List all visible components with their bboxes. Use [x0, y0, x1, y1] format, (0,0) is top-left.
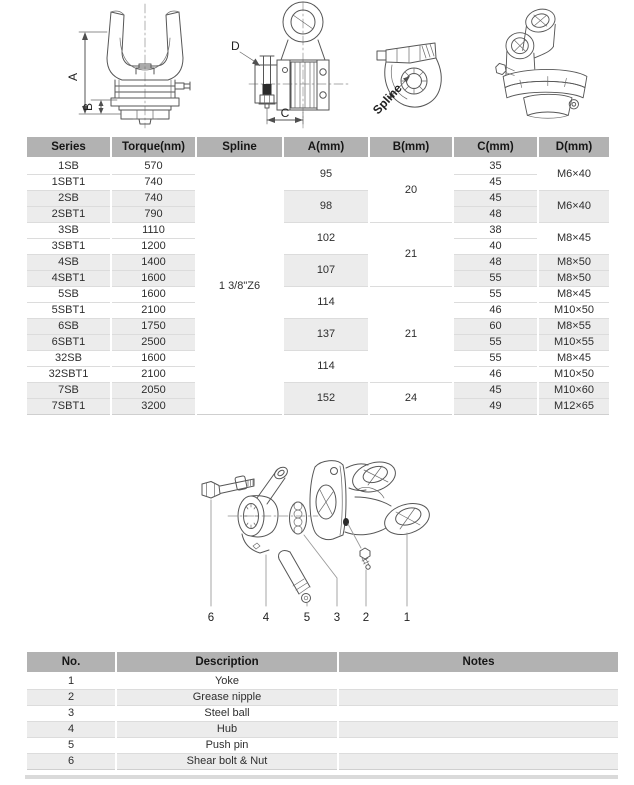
torque-cell: 740	[111, 191, 196, 207]
torque-cell: 1600	[111, 287, 196, 303]
parts-row	[26, 738, 619, 754]
torque-cell: 570	[111, 158, 196, 175]
part-description-cell: Grease nipple	[116, 690, 338, 706]
callout-4: 4	[262, 612, 270, 624]
a-cell: 114	[283, 351, 369, 383]
d-cell: M12×65	[538, 399, 610, 415]
c-cell: 55	[453, 287, 538, 303]
a-cell: 114	[283, 287, 369, 319]
parts-row	[26, 722, 619, 738]
callout-3: 3	[333, 612, 341, 624]
front-view-drawing	[63, 2, 203, 130]
part-description-cell: Hub	[116, 722, 338, 738]
parts-col-header-notes: Notes	[338, 652, 619, 673]
part-description-cell: Shear bolt & Nut	[116, 754, 338, 770]
part-notes-cell	[338, 738, 619, 754]
part-no-cell: 5	[26, 738, 116, 754]
torque-cell: 1200	[111, 239, 196, 255]
c-cell: 55	[453, 335, 538, 351]
series-cell: 1SBT1	[26, 175, 111, 191]
a-cell: 137	[283, 319, 369, 351]
series-cell: 2SBT1	[26, 207, 111, 223]
parts-row	[26, 706, 619, 722]
part-description-cell: Push pin	[116, 738, 338, 754]
part-no-cell: 2	[26, 690, 116, 706]
torque-cell: 1110	[111, 223, 196, 239]
spec-row	[26, 191, 610, 207]
part-description-cell: Yoke	[116, 673, 338, 690]
a-cell: 102	[283, 223, 369, 255]
spline-cell: 1 3/8"Z6	[196, 158, 283, 415]
series-cell: 2SB	[26, 191, 111, 207]
series-cell: 6SBT1	[26, 335, 111, 351]
b-cell: 24	[369, 383, 453, 415]
torque-cell: 1750	[111, 319, 196, 335]
page-bottom-strip	[25, 775, 618, 779]
series-cell: 1SB	[26, 158, 111, 175]
part-no-cell: 3	[26, 706, 116, 722]
c-cell: 40	[453, 239, 538, 255]
b-cell: 20	[369, 158, 453, 223]
d-cell: M6×40	[538, 158, 610, 191]
a-cell: 95	[283, 158, 369, 191]
c-cell: 48	[453, 207, 538, 223]
spline-view-drawing	[362, 18, 474, 123]
torque-cell: 1400	[111, 255, 196, 271]
part-notes-cell	[338, 722, 619, 738]
c-cell: 45	[453, 175, 538, 191]
torque-cell: 1600	[111, 351, 196, 367]
parts-row	[26, 673, 619, 690]
spec-col-header-c: C(mm)	[453, 137, 538, 158]
part-no-cell: 4	[26, 722, 116, 738]
d-cell: M6×40	[538, 191, 610, 223]
spec-col-header-b: B(mm)	[369, 137, 453, 158]
series-cell: 4SB	[26, 255, 111, 271]
exploded-view-drawing	[150, 440, 490, 635]
parts-row	[26, 690, 619, 706]
spec-row	[26, 223, 610, 239]
series-cell: 4SBT1	[26, 271, 111, 287]
spec-col-header-torque: Torque(nm)	[111, 137, 196, 158]
spec-row	[26, 351, 610, 367]
spec-row	[26, 158, 610, 175]
parts-col-header-no: No.	[26, 652, 116, 673]
torque-cell: 740	[111, 175, 196, 191]
callout-5: 5	[303, 612, 311, 624]
parts-row	[26, 754, 619, 770]
b-cell: 21	[369, 287, 453, 383]
c-cell: 38	[453, 223, 538, 239]
dim-label-c: C	[280, 106, 290, 120]
torque-cell: 3200	[111, 399, 196, 415]
parts-table	[25, 652, 620, 770]
d-cell: M10×50	[538, 367, 610, 383]
c-cell: 45	[453, 383, 538, 399]
iso-view-drawing	[480, 0, 630, 133]
d-cell: M10×60	[538, 383, 610, 399]
c-cell: 46	[453, 303, 538, 319]
spec-col-header-a: A(mm)	[283, 137, 369, 158]
spec-row	[26, 287, 610, 303]
dim-label-a: A	[66, 72, 80, 82]
torque-cell: 1600	[111, 271, 196, 287]
c-cell: 45	[453, 191, 538, 207]
d-cell: M10×50	[538, 303, 610, 319]
d-cell: M10×55	[538, 335, 610, 351]
torque-cell: 2100	[111, 367, 196, 383]
spec-header-row	[26, 137, 610, 158]
c-cell: 48	[453, 255, 538, 271]
torque-cell: 2050	[111, 383, 196, 399]
spec-row	[26, 255, 610, 271]
parts-header-row	[26, 652, 619, 673]
spec-col-header-d: D(mm)	[538, 137, 610, 158]
spec-row	[26, 383, 610, 399]
a-cell: 107	[283, 255, 369, 287]
spec-table	[25, 137, 611, 415]
spline-label: Spline	[369, 81, 405, 118]
series-cell: 3SBT1	[26, 239, 111, 255]
series-cell: 5SBT1	[26, 303, 111, 319]
part-description-cell: Steel ball	[116, 706, 338, 722]
d-cell: M8×45	[538, 351, 610, 367]
part-notes-cell	[338, 706, 619, 722]
series-cell: 3SB	[26, 223, 111, 239]
spec-col-header-series: Series	[26, 137, 111, 158]
part-notes-cell	[338, 754, 619, 770]
series-cell: 7SBT1	[26, 399, 111, 415]
c-cell: 49	[453, 399, 538, 415]
d-cell: M8×45	[538, 223, 610, 255]
part-no-cell: 6	[26, 754, 116, 770]
part-no-cell: 1	[26, 673, 116, 690]
spec-row	[26, 319, 610, 335]
series-cell: 7SB	[26, 383, 111, 399]
series-cell: 32SB	[26, 351, 111, 367]
part-notes-cell	[338, 690, 619, 706]
series-cell: 5SB	[26, 287, 111, 303]
a-cell: 152	[283, 383, 369, 415]
d-cell: M8×55	[538, 319, 610, 335]
d-cell: M8×50	[538, 271, 610, 287]
spec-col-header-spline: Spline	[196, 137, 283, 158]
parts-col-header-description: Description	[116, 652, 338, 673]
a-cell: 98	[283, 191, 369, 223]
c-cell: 46	[453, 367, 538, 383]
dim-label-b: B	[81, 102, 95, 112]
b-cell: 21	[369, 223, 453, 287]
callout-1: 1	[403, 612, 411, 624]
callout-6: 6	[207, 612, 215, 624]
c-cell: 55	[453, 351, 538, 367]
dim-label-d: D	[231, 39, 240, 53]
c-cell: 55	[453, 271, 538, 287]
d-cell: M8×50	[538, 255, 610, 271]
c-cell: 35	[453, 158, 538, 175]
torque-cell: 2100	[111, 303, 196, 319]
c-cell: 60	[453, 319, 538, 335]
torque-cell: 2500	[111, 335, 196, 351]
d-cell: M8×45	[538, 287, 610, 303]
section-view-drawing	[215, 0, 355, 133]
part-notes-cell	[338, 673, 619, 690]
callout-2: 2	[362, 612, 370, 624]
torque-cell: 790	[111, 207, 196, 223]
series-cell: 6SB	[26, 319, 111, 335]
series-cell: 32SBT1	[26, 367, 111, 383]
